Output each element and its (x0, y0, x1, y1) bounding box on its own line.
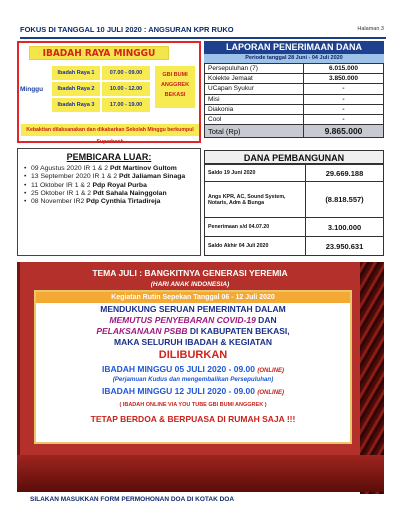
list-item (24, 182, 194, 190)
banner-kegiatan: Kegiatan Rutin Sepekan Tanggal 06 - 12 Juli 2020 (36, 292, 350, 303)
speaker-name: Pdt Sahala Nainggolan (92, 189, 167, 197)
banner-tetap: TETAP BERDOA & BERPUASA DI RUMAH SAJA !!! (90, 414, 296, 424)
dana-table (204, 164, 384, 256)
banner-perjamuan: (Perjamuan Kudus dan mengembalikan Persepuluhan) (112, 376, 274, 383)
pembicara-title: PEMBICARA LUAR: (66, 152, 152, 162)
speaker-date: 13 September 2020 IR 1 & 2 (31, 173, 118, 181)
list-item (24, 165, 194, 173)
highlight-text: MEMUTUS PENYEBARAN COVID-19 (109, 315, 256, 325)
row-value: - (304, 104, 384, 114)
total-label: Total (Rp) (205, 125, 304, 138)
list-item (24, 190, 194, 198)
message-line (36, 315, 350, 326)
row-label: Cool (205, 114, 304, 124)
service-text: IBADAH MINGGU 12 JULI 2020 - 09.00 (101, 386, 258, 396)
banner-subtitle: (HARI ANAK INDONESIA) (150, 281, 230, 288)
ibadah-row-label: Ibadah Raya 3 (52, 98, 100, 112)
ibadah-schedule (0, 66, 160, 110)
table-row (205, 64, 384, 74)
row-value: - (304, 94, 384, 104)
total-row (205, 125, 384, 138)
row-value: - (304, 114, 384, 124)
pembicara-panel (17, 148, 201, 256)
place-line: GBI BUMI (162, 72, 188, 78)
online-tag: (ONLINE) (257, 368, 285, 374)
row-label: Penerimaan s/d 04.07.20 (205, 218, 306, 237)
table-row (205, 218, 384, 237)
banner-tema: TEMA JULI : BANGKITNYA GENERASI YEREMIA (92, 268, 288, 278)
row-label: Angs KPR, AC, Sound System, Notaris, Adm & Bunga (205, 182, 306, 218)
place-line: ANGGREK (160, 82, 190, 88)
page-number: Halaman 3 (357, 26, 384, 32)
row-label: Kolekte Jemaat (205, 74, 304, 84)
ibadah-note: Kebaktian dilaksanakan dan dikabarkan Sekolah Minggu berkumpul Superbook (21, 124, 199, 136)
table-row (205, 182, 384, 218)
row-label: Diakonia (205, 104, 304, 114)
banner-bottom-band (17, 455, 384, 492)
dana-panel (204, 150, 384, 256)
table-row (205, 237, 384, 256)
ibadah-row-label: Ibadah Raya 1 (52, 66, 100, 80)
ibadah-row-time: 17.00 - 19.00 (102, 98, 150, 112)
row-label: Saldo Akhir 04 Juli 2020 (205, 237, 306, 256)
laporan-table (204, 63, 384, 138)
speaker-name: Pdp Royal Purba (92, 181, 147, 189)
ibadah-minggu-label: Minggu (20, 86, 44, 93)
message-line (36, 326, 350, 337)
speaker-date: 25 Oktober IR 1 & 2 (31, 189, 92, 197)
ibadah-place (155, 66, 195, 108)
banner-diliburkan: DILIBURKAN (158, 349, 228, 361)
table-row (205, 114, 384, 124)
speaker-name: Pdp Cynthia Tirtadireja (86, 198, 161, 206)
ibadah-row-time: 07.00 - 09.00 (102, 66, 150, 80)
highlight-text: PELAKSANAAN PSBB (96, 326, 188, 336)
speaker-name: Pdt Martinov Gultom (109, 165, 177, 172)
table-row (205, 165, 384, 182)
footer-note: SILAKAN MASUKKAN FORM PERMOHONAN DOA DI KOTAK DOA (30, 496, 235, 503)
row-value: (8.818.557) (306, 182, 384, 218)
ibadah-row-label: Ibadah Raya 2 (52, 82, 100, 96)
total-value: 9.865.000 (304, 125, 384, 138)
header-divider (20, 37, 386, 39)
banner-minggu-2 (36, 386, 350, 396)
row-label: UCapan Syukur (205, 84, 304, 94)
row-label: Saldo 19 Juni 2020 (205, 165, 306, 182)
laporan-period: Periode tanggal 28 Juni - 04 Juli 2020 (204, 54, 384, 63)
pembicara-list (24, 165, 194, 206)
message-line: MENDUKUNG SERUAN PEMERINTAH DALAM (100, 304, 286, 314)
header-title (20, 25, 386, 37)
laporan-panel (204, 41, 384, 138)
speaker-date: 08 November IR2 (31, 198, 85, 206)
header-title-text: FOKUS DI TANGGAL 10 JULI 2020 : ANGSURAN KPR RUKO (20, 25, 234, 34)
dana-title: DANA PEMBANGUNAN (204, 150, 384, 164)
row-value: - (304, 84, 384, 94)
row-label: Persepuluhan (7) (205, 64, 304, 74)
online-tag: (ONLINE) (257, 390, 285, 396)
laporan-title: LAPORAN PENERIMAAN DANA (204, 41, 384, 54)
speaker-date: 11 Oktober IR 1 & 2 (31, 181, 91, 189)
list-item (24, 173, 194, 181)
row-value: 3.100.000 (306, 218, 384, 237)
row-label: Misi (205, 94, 304, 104)
banner-line4: MAKA SELURUH IBADAH & KEGIATAN (113, 337, 273, 347)
row-value: 29.669.188 (306, 165, 384, 182)
ibadah-title: IBADAH RAYA MINGGU (29, 46, 169, 60)
banner-minggu-1 (36, 364, 350, 374)
row-value: 3.850.000 (304, 74, 384, 84)
speaker-date: 09 Agustus 2020 IR 1 & 2 (31, 165, 109, 172)
service-text: IBADAH MINGGU 05 JULI 2020 - 09.00 (101, 364, 258, 374)
speaker-name: Pdt Jaliaman Sinaga (119, 173, 186, 181)
banner-message (36, 304, 350, 337)
row-value: 6.015.000 (304, 64, 384, 74)
place-line: BEKASI (164, 92, 186, 98)
table-row (205, 84, 384, 94)
table-row (205, 94, 384, 104)
message-text: DAN (255, 315, 277, 325)
row-value: 23.950.631 (306, 237, 384, 256)
table-row (205, 104, 384, 114)
list-item (24, 198, 194, 206)
ibadah-row-time: 10.00 - 12.00 (102, 82, 150, 96)
banner-youtube: ( IBADAH ONLINE VIA YOU TUBE GBI BUMI ANGGREK ) (119, 402, 267, 408)
table-row (205, 74, 384, 84)
message-text: DI KABUPATEN BEKASI, (187, 326, 290, 336)
